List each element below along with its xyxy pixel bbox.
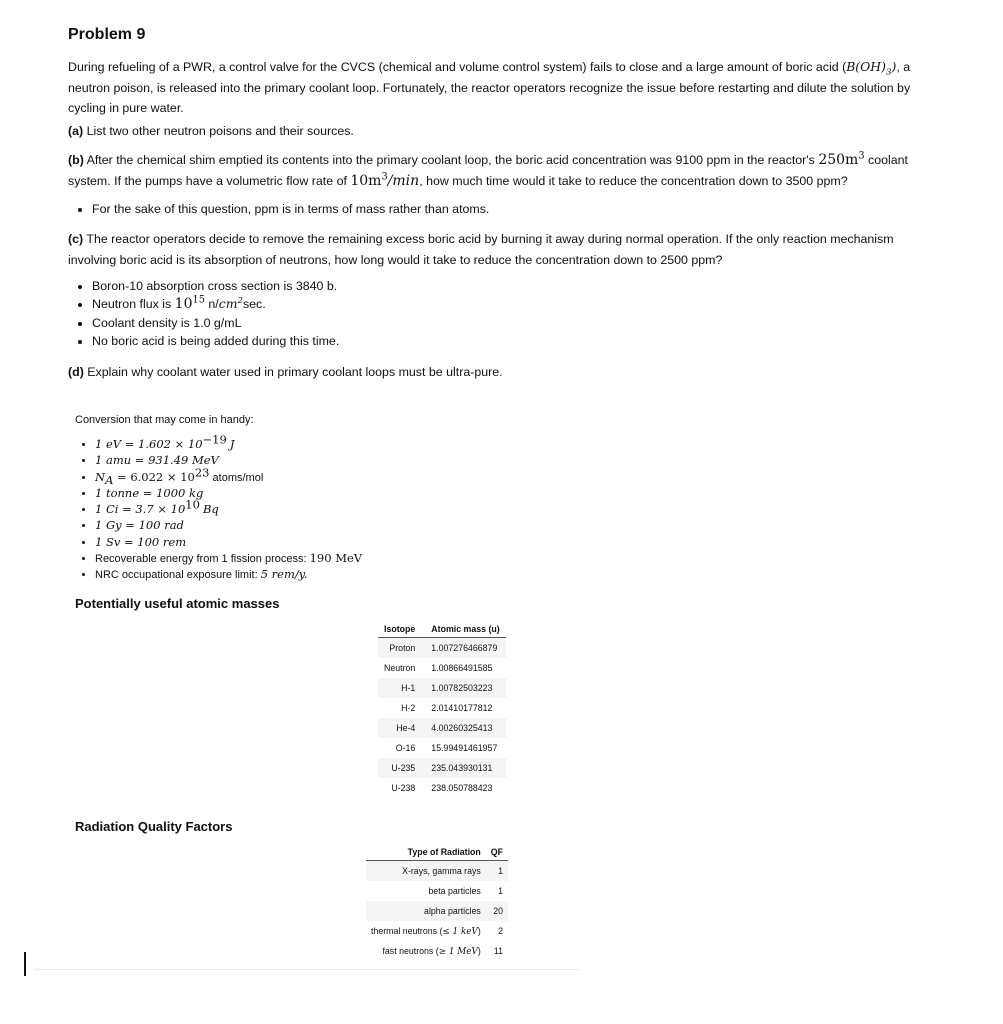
- text-cursor: [24, 952, 26, 976]
- part-a: (a) List two other neutron poisons and their sources.: [68, 124, 354, 138]
- part-c: (c) The reactor operators decide to remove the remaining excess boric acid by burning it away during normal operation. If the only reaction mechanism involving boric acid is its absorption of neutrons, how long would it take to reduce the concentration down to 2500 ppm?: [68, 232, 894, 267]
- column-header-atomic-mass: Atomic mass (u): [425, 620, 505, 638]
- quality-factors-table: [366, 843, 508, 961]
- conversion-nrc: • NRC occupational exposure limit: 5 rem/y.: [95, 567, 595, 583]
- conversions-list: [75, 432, 595, 584]
- conversion-amu: • 1 amu = 931.49 MeV: [95, 453, 595, 469]
- part-c-note-cross-section: • Boron-10 absorption cross section is 3840 b.: [92, 277, 932, 295]
- table-row: alpha particles 20: [366, 901, 508, 921]
- problem-intro: During refueling of a PWR, a control valve for the CVCS (chemical and volume control system) fails to close and a large amount of boric acid $(B(OH)_3)$, a neutron poison, is released into the primary coolant loop. Fortunately, the reactor operators recognize the issue before restarting and dilute the solution by cycling in pure water.: [68, 59, 911, 115]
- table-row: beta particles 1: [428, 886, 503, 896]
- conversion-sievert: • 1 Sv = 100 rem: [95, 535, 595, 551]
- quality-factors-heading: Radiation Quality Factors: [75, 819, 233, 834]
- part-b: (b) After the chemical shim emptied its contents into the primary coolant loop, the boric acid concentration was 9100 ppm in the reactor's $250m^3$ coolant system. If the pumps have a volumetric flow rate of $10m^3/\min$, how much time would it take to reduce the concentration down to 3500 ppm?: [68, 150, 908, 189]
- atomic-masses-table: [378, 620, 506, 798]
- problem-title: Problem 9: [68, 26, 146, 43]
- part-c-note-no-add: • No boric acid is being added during this time.: [92, 332, 932, 350]
- conversion-avogadro: • $N_A = 6.022 \times 10^{23}$ atoms/mol: [95, 470, 595, 486]
- table-row: Neutron 1.00866491585: [384, 663, 493, 673]
- atomic-masses-heading: Potentially useful atomic masses: [75, 596, 280, 611]
- boric-acid-formula: $B(OH)_3$): [846, 59, 897, 78]
- table-row: O-16 15.99491461957: [395, 743, 498, 753]
- conversion-curie: • 1 $Ci = 3.7 \times 10^{10}$ Bq: [95, 502, 595, 518]
- part-c-note-flux: • Neutron flux is $10^{15}$ $n/cm^2\sec$.: [92, 295, 932, 313]
- conversion-gray: • 1 Gy = 100 rad: [95, 518, 595, 534]
- part-d: (d) Explain why coolant water used in primary coolant loops must be ultra-pure.: [68, 365, 503, 379]
- part-c-note-density: • Coolant density is 1.0 g/mL: [92, 314, 932, 332]
- part-b-notes: [68, 200, 932, 218]
- table-row: H-2 2.01410177812: [401, 703, 493, 713]
- table-row: X-rays, gamma rays 1: [366, 861, 508, 882]
- table-row: Proton 1.007276466879: [378, 638, 506, 659]
- table-row: H-1 1.00782503223: [378, 678, 506, 698]
- table-row: thermal neutrons (≤ 1 keV) 2: [371, 925, 503, 937]
- table-row: He-4 4.00260325413: [378, 718, 506, 738]
- table-row: fast neutrons (≥ 1 MeV) 11: [366, 941, 508, 961]
- table-row: U-235 235.043930131: [378, 758, 506, 778]
- conversion-tonne: • 1 tonne = 1000 kg: [95, 486, 595, 502]
- column-header-radiation-type: Type of Radiation: [366, 843, 486, 861]
- conversion-ev: • 1 eV = $1.602 \times 10^{-19}$ J: [95, 437, 595, 453]
- conversion-fission: • Recoverable energy from 1 fission process: 190 MeV: [95, 551, 595, 567]
- part-b-note: • For the sake of this question, ppm is in terms of mass rather than atoms.: [92, 200, 932, 218]
- cell-divider: [34, 969, 580, 970]
- column-header-qf: QF: [486, 843, 508, 861]
- conversions-intro: Conversion that may come in handy:: [75, 414, 254, 426]
- table-row: U-238 238.050788423: [391, 783, 493, 793]
- column-header-isotope: Isotope: [378, 620, 425, 638]
- part-c-notes: [68, 277, 932, 350]
